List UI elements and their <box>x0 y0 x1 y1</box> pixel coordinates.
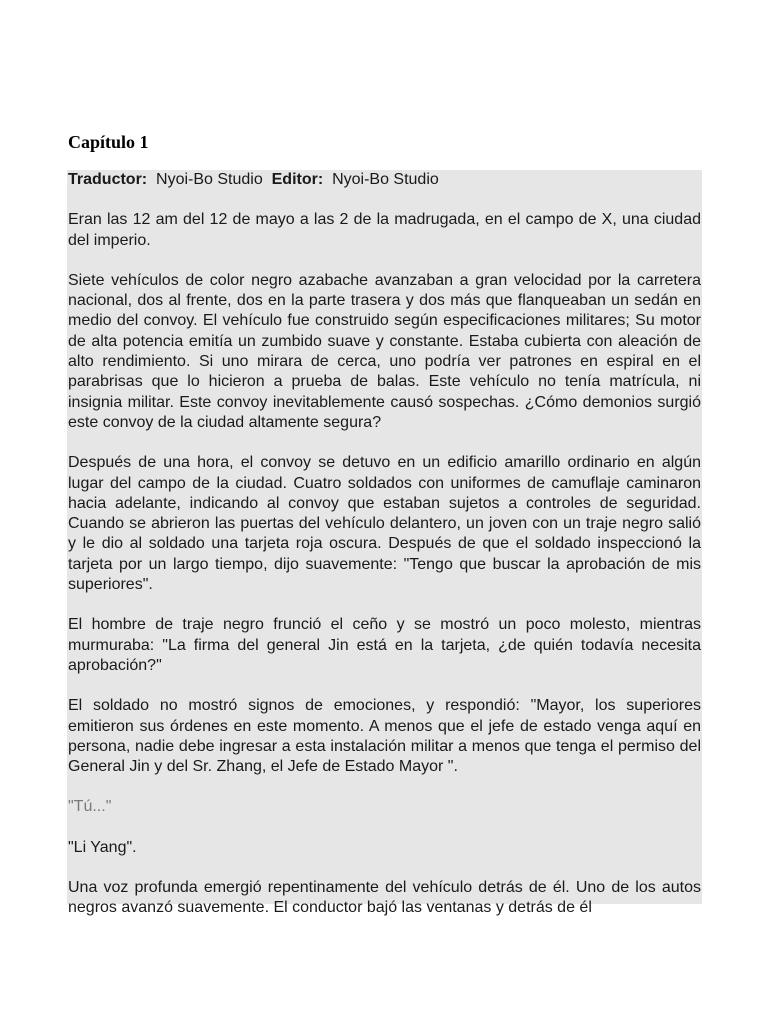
translator-label: Traductor: <box>68 171 148 188</box>
paragraph-deep-voice: Una voz profunda emergió repentinamente del vehículo detrás de él. Uno de los autos negros avanzó suavemente. El conductor bajó las ventanas y detrás de él <box>68 879 701 917</box>
paragraph-checkpoint: Después de una hora, el convoy se detuvo en un edificio amarillo ordinario en algún lugar del campo de la ciudad. Cuatro soldados con uniformes de camuflaje caminaron hacia adelante, indicando al convoy que estaban sujetos a controles de seguridad. Cuando se abrieron las puertas del vehículo delantero, un joven con un traje negro salió y le dio al soldado una tarjeta roja oscura. Después de que el soldado inspeccionó la tarjeta por un largo tiempo, dijo suavemente: "Tengo que buscar la aprobación de mis superiores". <box>68 454 701 594</box>
paragraph-dialogue-tu: "Tú..." <box>68 798 112 816</box>
paragraph-convoy: Siete vehículos de color negro azabache avanzaban a gran velocidad por la carretera nacional, dos al frente, dos en la parte trasera y dos más que flanqueaban un sedán en medio del convoy. El vehículo fue construido según especificaciones militares; Su motor de alta potencia emitía un zumbido suave y constante. Estaba cubierta con aleación de alto rendimiento. Si uno mirara de cerca, uno podría ver patrones en espiral en el parabrisas que lo hicieron a prueba de balas. Este vehículo no tenía matrícula, ni insignia militar. Este convoy inevitablemente causó sospechas. ¿Cómo demonios surgió este convoy de la ciudad altamente segura? <box>68 271 701 431</box>
credits-line <box>67 170 702 190</box>
translator-name: Nyoi-Bo Studio <box>156 171 263 188</box>
paragraph-man-in-suit: El hombre de traje negro frunció el ceño y se mostró un poco molesto, mientras murmuraba: "La firma del general Jin está en la tarjeta, ¿de quién todavía necesita aprobación?" <box>68 616 701 674</box>
paragraph-opening: Eran las 12 am del 12 de mayo a las 2 de la madrugada, en el campo de X, una ciudad del imperio. <box>68 211 701 249</box>
chapter-title: Capítulo 1 <box>68 132 149 152</box>
editor-label: Editor: <box>271 171 324 188</box>
chapter-text-block <box>67 170 702 917</box>
editor-name: Nyoi-Bo Studio <box>332 171 439 188</box>
paragraph-soldier-reply: El soldado no mostró signos de emociones, y respondió: "Mayor, los superiores emitieron sus órdenes en este momento. A menos que el jefe de estado venga aquí en persona, nadie debe ingresar a esta instalación militar a menos que tenga el permiso del General Jin y del Sr. Zhang, el Jefe de Estado Mayor ". <box>68 697 701 776</box>
paragraph-dialogue-li-yang: "Li Yang". <box>68 838 137 856</box>
